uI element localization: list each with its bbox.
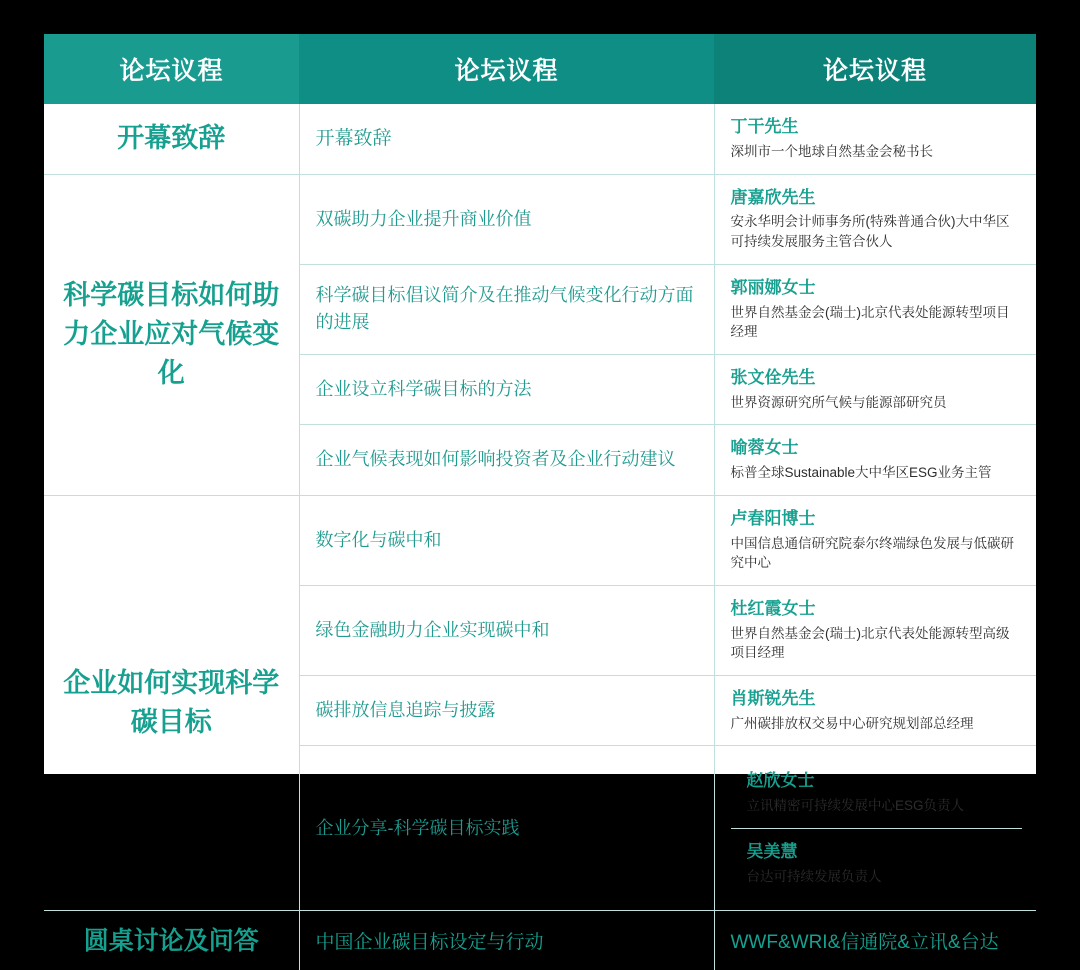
topic-cell: 碳排放信息追踪与披露 <box>299 675 714 746</box>
topic-cell: 科学碳目标倡议简介及在推动气候变化行动方面的进展 <box>299 264 714 354</box>
speaker-cell <box>714 585 1036 675</box>
topic-cell: 企业气候表现如何影响投资者及企业行动建议 <box>299 425 714 496</box>
speaker-cell <box>714 746 1036 911</box>
topic-cell: 企业设立科学碳目标的方法 <box>299 354 714 425</box>
section-label-sbt-climate: 科学碳目标如何助力企业应对气候变化 <box>44 174 299 495</box>
table-header <box>44 34 1036 104</box>
speaker-entry <box>731 758 1023 828</box>
column-header-speaker: 论坛议程 <box>714 34 1036 104</box>
topic-cell: 开幕致辞 <box>299 104 714 174</box>
topic-cell: 数字化与碳中和 <box>299 495 714 585</box>
table-row <box>44 174 1036 264</box>
speaker-name: 丁干先生 <box>730 117 799 136</box>
topic-cell: 双碳助力企业提升商业价值 <box>299 174 714 264</box>
speaker-name: 卢春阳博士 <box>730 508 816 528</box>
speaker-cell <box>714 425 1036 496</box>
speaker-title: 中国信息通信研究院泰尔终端绿色发展与低碳研究中心 <box>730 535 1014 571</box>
speaker-title: 世界自然基金会(瑞士)北京代表处能源转型项目经理 <box>730 304 1010 340</box>
speaker-name: 喻蓉女士 <box>730 438 799 458</box>
speaker-name: 肖斯锐先生 <box>730 688 816 708</box>
section-label-achieve-sbt: 企业如何实现科学碳目标 <box>44 495 299 911</box>
table-row <box>44 911 1036 970</box>
topic-cell: 绿色金融助力企业实现碳中和 <box>299 585 714 675</box>
table-header-row <box>44 34 1036 104</box>
column-header-topic: 论坛议程 <box>299 34 714 104</box>
speaker-title: 世界自然基金会(瑞士)北京代表处能源转型高级项目经理 <box>730 625 1010 661</box>
speaker-cell <box>714 104 1036 174</box>
speaker-cell: WWF&WRI&信通院&立讯&台达 <box>714 911 1036 970</box>
agenda-card <box>44 34 1036 955</box>
topic-cell: 企业分享-科学碳目标实践 <box>299 746 714 911</box>
speaker-cell <box>714 264 1036 354</box>
agenda-table <box>44 34 1036 970</box>
column-header-session: 论坛议程 <box>44 34 299 104</box>
speaker-entry <box>731 828 1023 899</box>
section-label-roundtable: 圆桌讨论及问答 <box>44 911 299 970</box>
speaker-name: 杜红霞女士 <box>730 598 816 618</box>
speaker-title: 深圳市一个地球自然基金会秘书长 <box>730 143 933 159</box>
speaker-cell <box>714 174 1036 264</box>
speaker-cell <box>714 354 1036 425</box>
speaker-name: 郭丽娜女士 <box>730 277 816 297</box>
table-body <box>44 104 1036 970</box>
speaker-title: 标普全球Sustainable大中华区ESG业务主管 <box>730 465 992 481</box>
speaker-name: 唐嘉欣先生 <box>730 187 816 207</box>
speaker-cell <box>714 675 1036 746</box>
table-row <box>44 495 1036 585</box>
speaker-title: 广州碳排放权交易中心研究规划部总经理 <box>730 715 974 731</box>
speaker-title: 立讯精密可持续发展中心ESG负责人 <box>746 798 965 814</box>
section-label-opening: 开幕致辞 <box>44 104 299 174</box>
topic-cell: 中国企业碳目标设定与行动 <box>299 911 714 970</box>
speaker-title: 世界资源研究所气候与能源部研究员 <box>730 394 947 410</box>
table-row <box>44 104 1036 174</box>
speaker-title: 安永华明会计师事务所(特殊普通合伙)大中华区可持续发展服务主管合伙人 <box>730 214 1010 249</box>
speaker-cell <box>714 495 1036 585</box>
speaker-title: 台达可持续发展负责人 <box>746 868 882 884</box>
speaker-name: 吴美慧 <box>746 841 798 861</box>
speaker-name: 张文佺先生 <box>730 367 816 387</box>
speaker-name: 赵欣女士 <box>746 771 815 791</box>
